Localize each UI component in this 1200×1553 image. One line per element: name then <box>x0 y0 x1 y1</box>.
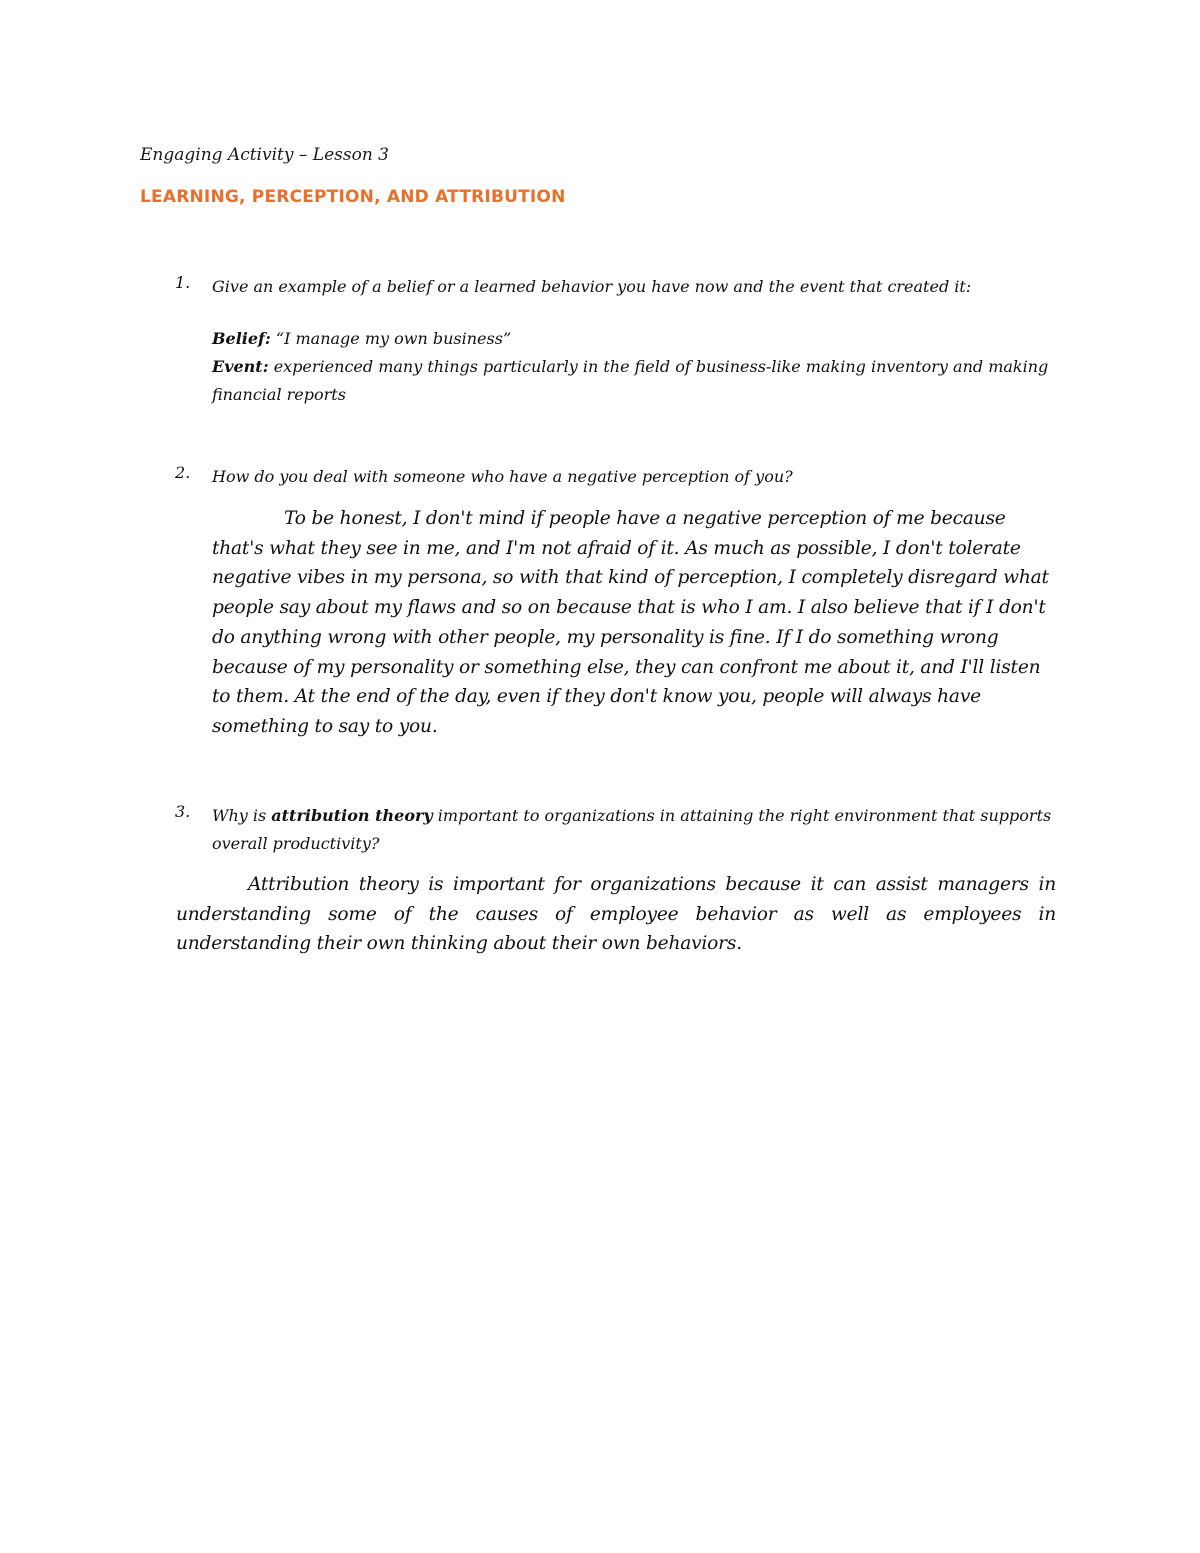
question-2-number: 2. <box>175 463 191 482</box>
question-3-text <box>212 802 1072 858</box>
document-subtitle: Engaging Activity – Lesson 3 <box>140 145 389 165</box>
event-line <box>212 353 1072 409</box>
question-1-answer <box>212 325 1072 409</box>
belief-line <box>212 325 1072 353</box>
question-1-number: 1. <box>175 273 191 292</box>
event-text: experienced many things particularly in the field of business-like making inventory and making financial reports <box>212 357 1049 404</box>
question-2-answer: To be honest, I don't mind if people have a negative perception of me because that's what they see in me, and I'm not afraid of it. As much as possible, I don't tolerate negative vibes in my persona, so with that kind of perception, I completely disregard what people say about my flaws and so on because that is who I am. I also believe that if I don't do anything wrong with other people, my personality is fine. If I do something wrong because of my personality or something else, they can confront me about it, and I'll listen to them. At the end of the day, even if they don't know you, people will always have something to say to you. <box>212 508 1049 737</box>
belief-label: Belief: <box>212 329 271 348</box>
question-1-text: Give an example of a belief or a learned behavior you have now and the event that created it: <box>212 277 972 296</box>
question-3-text-before: Why is <box>212 806 272 825</box>
document-title: LEARNING, PERCEPTION, AND ATTRIBUTION <box>140 187 566 207</box>
event-label: Event: <box>212 357 269 376</box>
belief-text: “I manage my own business” <box>270 329 512 348</box>
question-3-answer: Attribution theory is important for organizations because it can assist managers in understanding some of the causes of employee behavior as well as employees in understanding their own thinking about their own behaviors. <box>176 874 1056 954</box>
question-3-text-bold: attribution theory <box>271 806 433 825</box>
question-3-number: 3. <box>175 802 191 821</box>
question-3-text-after: important to organizations in attaining the right environment that supports overall productivity? <box>212 806 1052 853</box>
question-2-text: How do you deal with someone who have a negative perception of you? <box>212 467 793 486</box>
